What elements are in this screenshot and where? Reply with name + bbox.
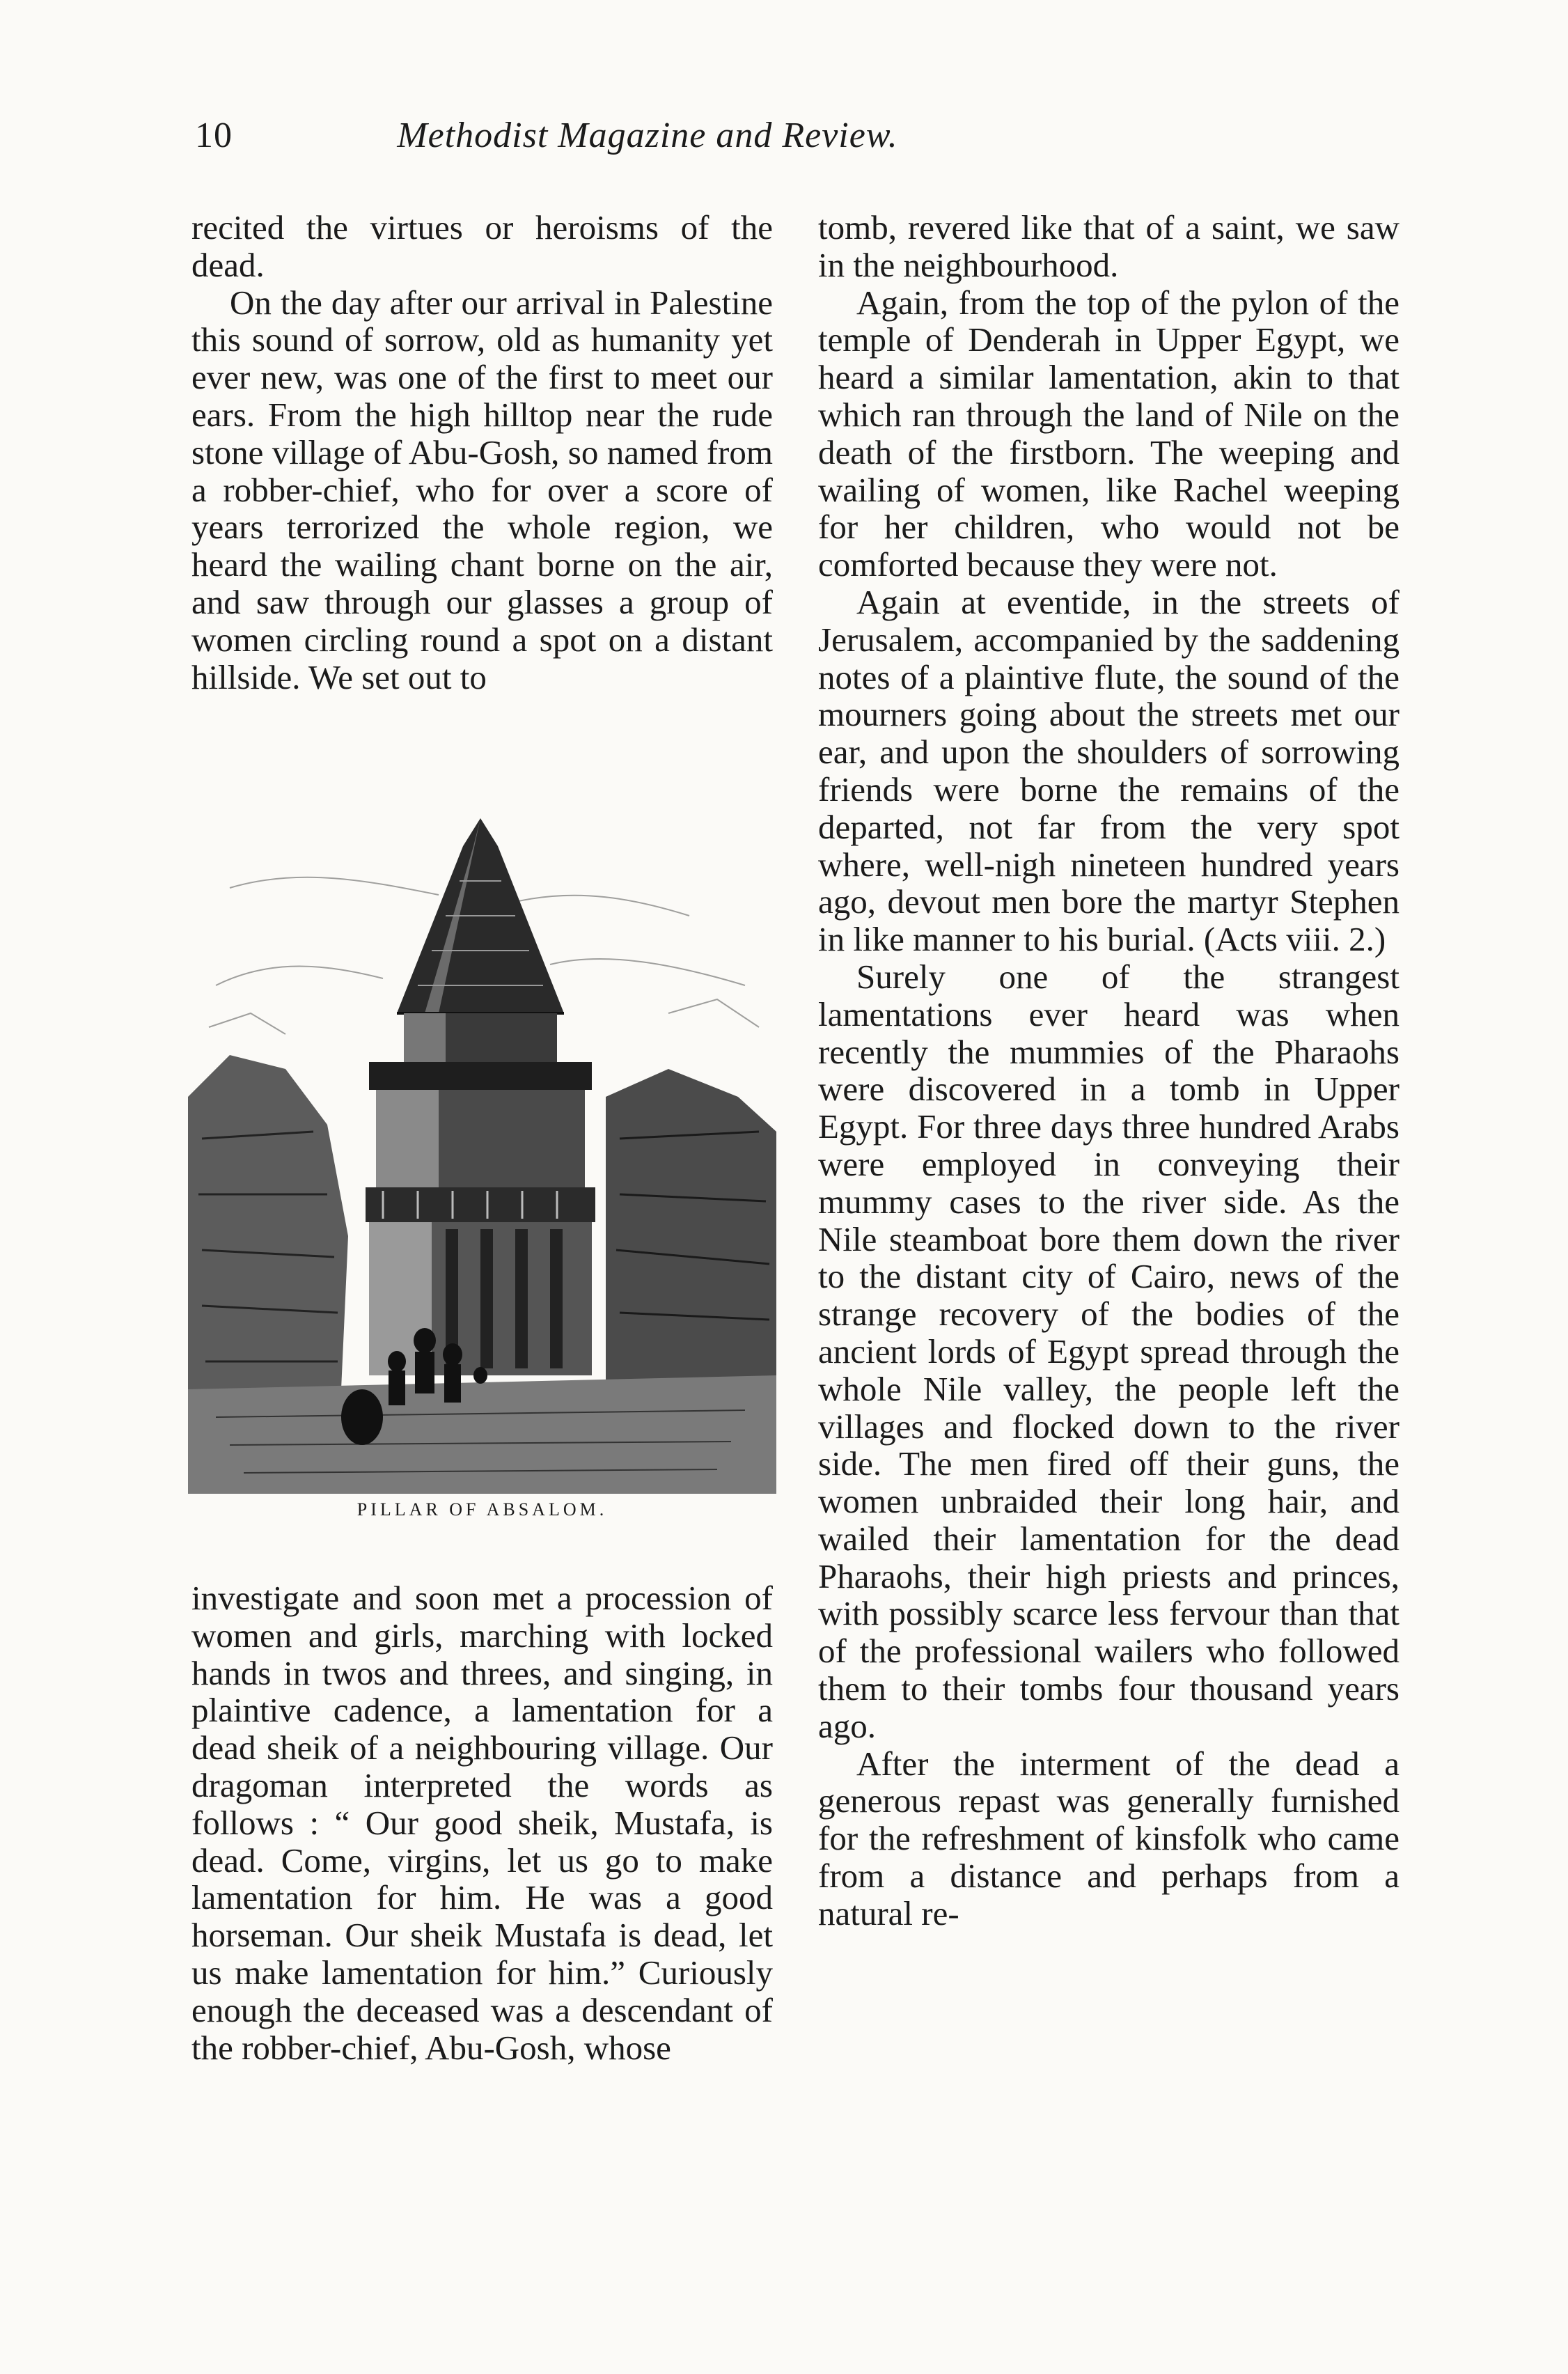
page-number: 10 xyxy=(195,116,233,155)
paragraph: On the day after our arrival in Palestine this sound of sorrow, old as humanity yet ever new, was one of the first to meet our ears. From the high hilltop near the rude stone village of Abu-Gosh, so named from a robber-chief, who for over a score of years terrorized the whole region, we heard the wailing chant borne on the air, and saw through our glasses a group of women circling round a spot on a distant hillside. We set out to xyxy=(191,283,773,696)
paragraph: After the interment of the dead a generous repast was generally furnished for the refreshment of kinsfolk who came from a distance and perhaps from a natural re- xyxy=(818,1744,1400,1932)
paragraph: Again, from the top of the pylon of the temple of Denderah in Upper Egypt, we heard a similar lamentation, akin to that which ran through the land of Nile on the death of the firstborn. The weeping and wailing of women, like Rachel weeping for her children, who would not be comforted because they were not. xyxy=(818,283,1400,584)
engraving-illustration xyxy=(188,804,776,1494)
illustration-pillar-of-absalom xyxy=(188,804,776,1522)
paragraph: Surely one of the strangest lamentations ever heard was when recently the mummies of the Pharaohs were discovered in a tomb in Upper Egypt. For three days three hundred Arabs were employed in conveying their mummy cases to the river side. As the Nile steamboat bore them down the river to the distant city of Cairo, news of the strange recovery of the bodies of the ancient lords of Egypt spread through the whole Nile valley, the people left the villages and flocked down to the river side. The men fired off their guns, the women unbraided their long hair, and wailed their lamentation for the dead Pharaohs, their high priests and princes, with possibly scarce less fervour than that of the professional wailers who followed them to their tombs four thousand years ago. xyxy=(818,957,1400,1745)
paragraph: recited the virtues or heroisms of the dead. xyxy=(191,208,773,284)
page-header xyxy=(195,115,1100,171)
paragraph: tomb, revered like that of a saint, we saw in the neighbourhood. xyxy=(818,208,1400,284)
paragraph: investigate and soon met a procession of women and girls, marching with locked hands in twos and threes, and singing, in plaintive cadence, a lamentation for a dead sheik of a neighbouring village. Our dragoman interpreted the words as follows : “ Our good sheik, Mustafa, is dead. Come, virgins, let us go to make lamentation for him. He was a good horseman. Our sheik Mustafa is dead, let us make lamentation for him.” Curiously enough the deceased was a descendant of the robber-chief, Abu-Gosh, whose xyxy=(191,1579,773,2067)
left-column-top xyxy=(191,209,773,696)
running-title: Methodist Magazine and Review. xyxy=(397,116,898,155)
figure-caption: PILLAR OF ABSALOM. xyxy=(356,1499,608,1520)
left-column-bottom xyxy=(191,1579,773,2066)
paragraph: Again at eventide, in the streets of Jerusalem, accompanied by the saddening notes of a plaintive flute, the sound of the mourners going about the streets met our ear, and upon the shoulders of sorrowing friends were borne the remains of the departed, not far from the very spot where, well-nigh nineteen hundred years ago, devout men bore the martyr Stephen in like manner to his burial. (Acts viii. 2.) xyxy=(818,582,1400,959)
right-column xyxy=(818,209,1400,1932)
